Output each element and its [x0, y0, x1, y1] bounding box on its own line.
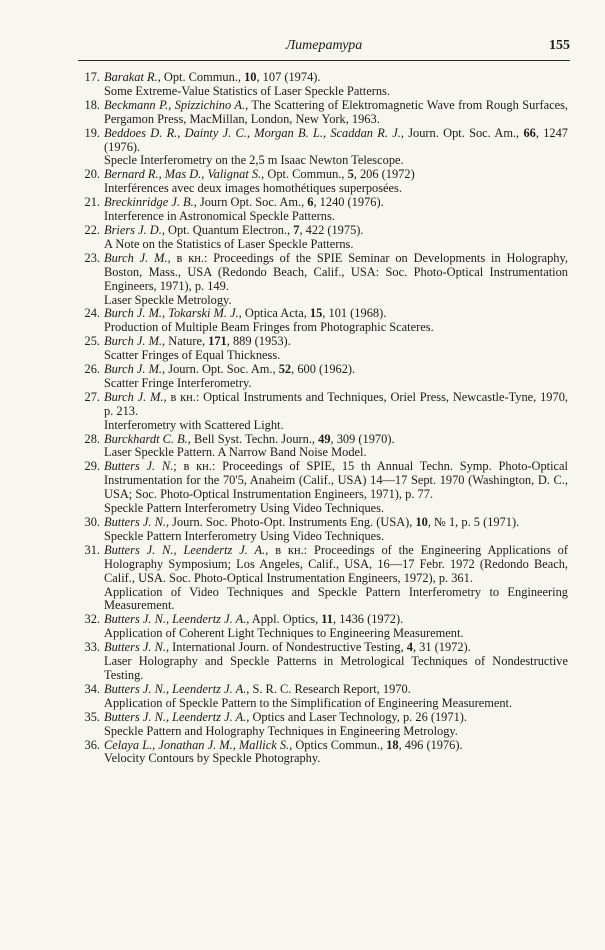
reference-number: 19.: [84, 125, 100, 140]
reference-pages-year: , 1436 (1972).: [333, 612, 404, 627]
reference-source: , Optics Commun.,: [289, 737, 387, 752]
reference-authors: Burckhardt C. B.: [104, 431, 188, 446]
reference-number: 17.: [84, 70, 100, 84]
reference-volume: 7: [293, 222, 300, 237]
reference-item: [78, 307, 568, 335]
reference-pages-year: , 101 (1968).: [322, 306, 387, 321]
reference-source: , Opt. Commun.,: [261, 167, 348, 182]
reference-number: 18.: [84, 97, 100, 112]
reference-item: [78, 460, 568, 516]
reference-title: Laser Holography and Speckle Patterns in Metrological Techniques of Nondestructive Testing.: [104, 654, 568, 682]
reference-authors: Burch J. M.: [104, 389, 164, 404]
reference-authors: Burch J. M.: [104, 362, 163, 377]
reference-item: [78, 168, 568, 196]
reference-item: [78, 711, 568, 739]
reference-citation: [104, 460, 568, 502]
reference-source: , Journ. Opt. Soc. Am.,: [162, 362, 279, 377]
reference-title: Application of Speckle Pattern to the Simplification of Engineering Measurement.: [104, 695, 513, 710]
reference-source: , Journ. Opt. Soc. Am.,: [400, 125, 524, 140]
reference-number: 30.: [84, 515, 100, 529]
reference-citation: [104, 544, 568, 586]
reference-pages-year: , 1247 (1976).: [104, 125, 568, 154]
reference-item: [78, 335, 568, 363]
reference-item: [78, 252, 568, 308]
reference-number: 33.: [84, 640, 100, 655]
reference-authors: Butters J. N., Leendertz J. A.: [104, 681, 247, 696]
reference-title: Some Extreme-Value Statistics of Laser Speckle Patterns.: [104, 83, 390, 98]
reference-authors: Burch J. M., Tokarski M. J.: [104, 306, 239, 321]
reference-number: 20.: [84, 167, 100, 182]
reference-source: ; в кн.: Proceedings of SPIE, 15 th Annual Techn. Symp. Photo-Optical Instrumentation for the 70'5, Anaheim (Calif., USA) 14—17 Sept. 1970 (Washington, D. C., USA; Soc. Photo-Optical Instrumentation Engineers, 1971), p. 77.: [104, 459, 568, 502]
reference-source: , Opt. Quantum Electron.,: [161, 222, 294, 237]
reference-source: , Journ Opt. Soc. Am.,: [193, 195, 308, 210]
reference-number: 26.: [84, 362, 100, 377]
reference-number: 34.: [84, 681, 100, 696]
reference-citation: [104, 252, 568, 294]
reference-item: [78, 127, 568, 169]
reference-number: 32.: [84, 612, 100, 627]
reference-item: [78, 363, 568, 391]
reference-citation: [104, 739, 568, 753]
reference-item: [78, 739, 568, 767]
reference-volume: 49: [318, 431, 331, 446]
reference-volume: 4: [406, 640, 413, 655]
reference-citation: [104, 224, 568, 238]
reference-volume: 66: [523, 125, 536, 140]
running-title: Литература: [285, 38, 363, 53]
reference-title: Scatter Fringe Interferometry.: [104, 375, 252, 390]
reference-pages-year: , 107 (1974).: [256, 70, 321, 84]
reference-volume: 11: [321, 612, 334, 627]
reference-authors: Butters J. N.: [104, 459, 174, 474]
reference-title: Application of Coherent Light Techniques to Engineering Measurement.: [104, 626, 464, 641]
reference-title: Application of Video Techniques and Speckle Pattern Interferometry to Engineering Measurement.: [104, 584, 568, 613]
reference-item: [78, 641, 568, 683]
reference-title: Interference in Astronomical Speckle Patterns.: [104, 209, 335, 224]
reference-volume: 5: [347, 167, 354, 182]
reference-authors: Butters J. N., Leendertz J. A.: [104, 612, 247, 627]
reference-volume: 10: [415, 515, 428, 529]
reference-item: [78, 613, 568, 641]
reference-title: Laser Speckle Pattern. A Narrow Band Noise Model.: [104, 445, 367, 460]
reference-source: , Appl. Optics,: [246, 612, 322, 627]
reference-source: , в кн.: Optical Instruments and Techniques, Oriel Press, Newcastle-Tyne, 1970, p. 213.: [104, 389, 568, 418]
reference-title: Speckle Pattern and Holography Techniques in Engineering Metrology.: [104, 723, 458, 738]
reference-title: Speckle Pattern Interferometry Using Video Techniques.: [104, 528, 385, 543]
reference-title: Velocity Contours by Speckle Photography.: [104, 751, 321, 766]
reference-number: 22.: [84, 222, 100, 237]
reference-item: [78, 224, 568, 252]
reference-source: , Bell Syst. Techn. Journ.,: [187, 431, 319, 446]
reference-citation: [104, 711, 568, 725]
reference-volume: 6: [307, 195, 314, 210]
reference-source: , Opt. Commun.,: [157, 70, 245, 84]
reference-citation: [104, 363, 568, 377]
reference-authors: Breckinridge J. B.: [104, 195, 194, 210]
reference-title: Specle Interferometry on the 2,5 m Isaac Newton Telescope.: [104, 153, 404, 168]
reference-pages-year: , 309 (1970).: [330, 431, 395, 446]
reference-pages-year: , 1240 (1976).: [313, 195, 384, 210]
reference-item: [78, 544, 568, 614]
reference-citation: [104, 516, 568, 530]
reference-title: Production of Multiple Beam Fringes from Photographic Scateres.: [104, 320, 434, 335]
reference-pages-year: , 889 (1953).: [226, 334, 291, 349]
reference-source: , International Journ. of Nondestructive Testing,: [165, 640, 407, 655]
reference-citation: [104, 433, 568, 447]
reference-item: [78, 683, 568, 711]
reference-citation: [104, 99, 568, 127]
reference-pages-year: , 496 (1976).: [398, 737, 463, 752]
reference-authors: Beddoes D. R., Dainty J. C., Morgan B. L., Scaddan R. J.: [104, 125, 401, 140]
reference-source: , The Scattering of Elektromagnetic Wave from Rough Surfaces, Pergamon Press, MacMillan, London, New York, 1963.: [104, 97, 568, 126]
reference-authors: Celaya L., Jonathan J. M., Mallick S.: [104, 737, 290, 752]
reference-number: 35.: [84, 709, 100, 724]
reference-item: [78, 433, 568, 461]
reference-authors: Butters J. N.: [104, 515, 166, 529]
page-number: 155: [549, 38, 570, 53]
reference-authors: Burch J. M.: [104, 250, 168, 265]
reference-source: , Optics and Laser Technology, p. 26 (1971).: [246, 709, 467, 724]
reference-source: , Nature,: [162, 334, 209, 349]
reference-item: [78, 516, 568, 544]
reference-number: 36.: [84, 737, 100, 752]
reference-item: [78, 99, 568, 127]
reference-pages-year: , № 1, p. 5 (1971).: [427, 515, 520, 529]
page-header: [78, 38, 570, 60]
reference-source: , в кн.: Proceedings of the SPIE Seminar on Developments in Holography, Boston, Mass., USA (Redondo Beach, Calif., USA: Soc. Photo-Optical Instrumentation Engineers, 1971), p. 149.: [104, 250, 568, 293]
reference-source: , S. R. C. Research Report, 1970.: [246, 681, 411, 696]
reference-authors: Barakat R.: [104, 70, 158, 84]
reference-source: , в кн.: Proceedings of the Engineering Applications of Holography Symposium; Los Angeles, Calif., USA, 16—17 Febr. 1972 (Redondo Beach, Calif., USA. Soc. Photo-Optical Instrumentation Engineers, 1972), p. 361.: [104, 542, 568, 585]
reference-title: Speckle Pattern Interferometry Using Video Techniques.: [104, 501, 385, 516]
reference-number: 27.: [84, 389, 100, 404]
reference-citation: [104, 71, 568, 85]
reference-volume: 15: [309, 306, 323, 321]
reference-number: 31.: [84, 542, 100, 557]
reference-pages-year: , 422 (1975).: [299, 222, 364, 237]
reference-citation: [104, 683, 568, 697]
reference-authors: Beckmann P., Spizzichino A.: [104, 97, 246, 112]
reference-authors: Butters J. N., Leendertz J. A.: [104, 542, 266, 557]
reference-pages-year: , 600 (1962).: [291, 362, 356, 377]
reference-title: Scatter Fringes of Equal Thickness.: [104, 348, 281, 363]
reference-item: [78, 391, 568, 433]
reference-number: 23.: [84, 250, 100, 265]
reference-authors: Butters J. N.: [104, 640, 166, 655]
reference-title: A Note on the Statistics of Laser Speckle Patterns.: [104, 236, 354, 251]
reference-authors: Burch J. M.: [104, 334, 163, 349]
reference-citation: [104, 127, 568, 155]
reference-citation: [104, 613, 568, 627]
reference-citation: [104, 196, 568, 210]
reference-volume: 171: [208, 334, 227, 349]
reference-citation: [104, 307, 568, 321]
reference-number: 29.: [84, 459, 100, 474]
reference-authors: Bernard R., Mas D., Valignat S.: [104, 167, 262, 182]
reference-source: , Journ. Soc. Photo-Opt. Instruments Eng. (USA),: [165, 515, 416, 529]
reference-number: 25.: [84, 334, 100, 349]
reference-volume: 52: [278, 362, 292, 377]
reference-number: 28.: [84, 431, 100, 446]
reference-citation: [104, 168, 568, 182]
reference-volume: 18: [386, 737, 399, 752]
reference-citation: [104, 335, 568, 349]
reference-volume: 10: [244, 70, 257, 84]
reference-title: Interférences avec deux images homothétiques superposées.: [104, 181, 402, 196]
reference-number: 21.: [84, 195, 100, 210]
reference-number: 24.: [84, 306, 100, 321]
reference-item: [78, 196, 568, 224]
reference-pages-year: , 206 (1972): [353, 167, 415, 182]
reference-item: [78, 71, 568, 99]
reference-pages-year: , 31 (1972).: [412, 640, 471, 655]
reference-title: Laser Speckle Metrology.: [104, 292, 232, 307]
reference-title: Interferometry with Scattered Light.: [104, 417, 284, 432]
reference-citation: [104, 391, 568, 419]
reference-source: , Optica Acta,: [238, 306, 310, 321]
reference-authors: Briers J. D.: [104, 222, 162, 237]
header-rule: [78, 60, 570, 61]
reference-citation: [104, 641, 568, 655]
reference-authors: Butters J. N., Leendertz J. A.: [104, 709, 247, 724]
reference-list: [78, 71, 568, 766]
